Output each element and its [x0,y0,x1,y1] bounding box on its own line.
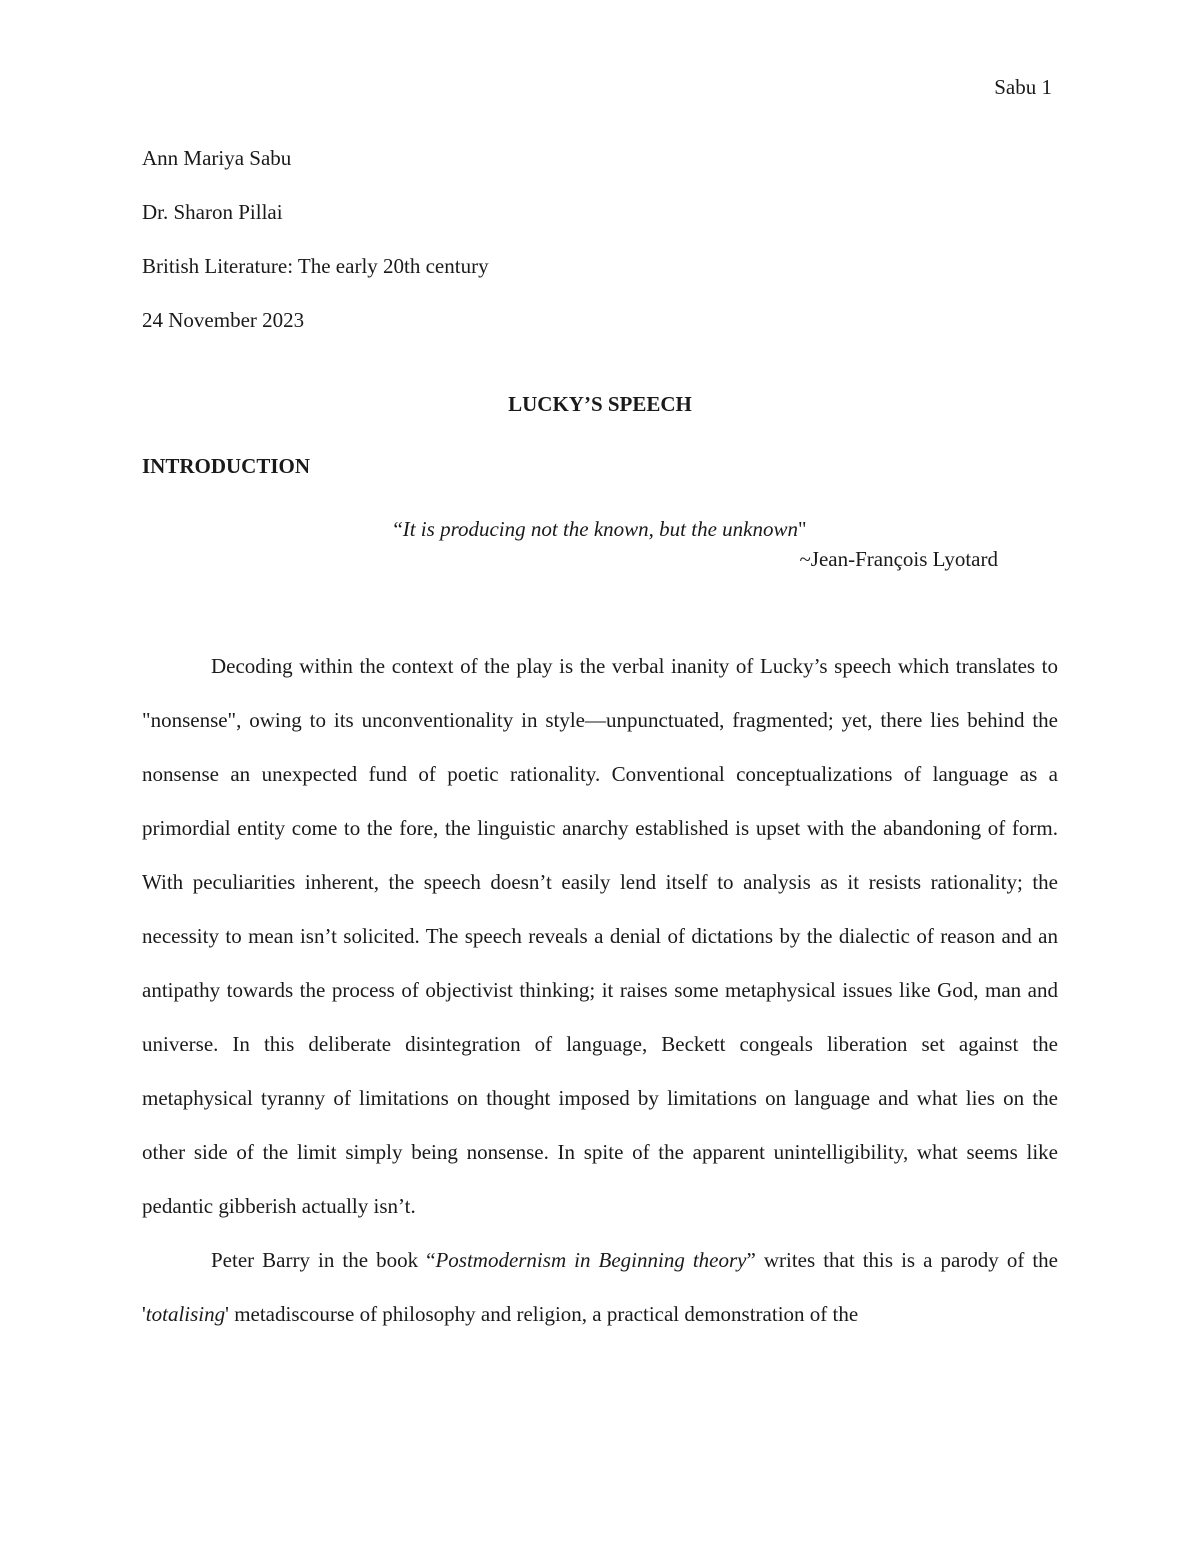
epigraph-text: It is producing not the known, but the unknown [402,517,799,541]
epigraph-quote [0,516,1200,542]
epigraph-attribution: ~Jean-François Lyotard [799,547,998,571]
course-name: British Literature: The early 20th century [142,254,489,278]
epigraph-close-quote: " [798,517,807,541]
document-title: LUCKY’S SPEECH [508,392,692,416]
paragraph-2-part-3: ' metadiscourse of philosophy and religion, a practical demonstration of the [225,1302,859,1326]
body-text [142,639,1058,1341]
section-heading: INTRODUCTION [142,454,311,478]
paragraph-2 [142,1233,1058,1341]
instructor-name: Dr. Sharon Pillai [142,200,283,224]
document-date: 24 November 2023 [142,308,305,332]
paragraph-2-part-2: ” writes that this is a parody of the ' [142,1248,1059,1326]
running-head: Sabu 1 [994,75,1052,99]
emphasized-term: totalising [145,1302,226,1326]
epigraph-open-quote: “ [393,517,403,541]
author-name: Ann Mariya Sabu [142,146,292,170]
paragraph-2-part-1: Peter Barry in the book “ [211,1248,436,1272]
paragraph-1: Decoding within the context of the play is the verbal inanity of Lucky’s speech which translates to "nonsense", owing to its unconventionality in style—unpunctuated, fragmented; yet, there lies behind the nonsense an unexpected fund of poetic rationality. Conventional conceptualizations of language as a primordial entity come to the fore, the linguistic anarchy established is upset with the abandoning of form. With peculiarities inherent, the speech doesn’t easily lend itself to analysis as it resists rationality; the necessity to mean isn’t solicited. The speech reveals a denial of dictations by the dialectic of reason and an antipathy towards the process of objectivist thinking; it raises some metaphysical issues like God, man and universe. In this deliberate disintegration of language, Beckett congeals liberation set against the metaphysical tyranny of limitations on thought imposed by limitations on language and what lies on the other side of the limit simply being nonsense. In spite of the apparent unintelligibility, what seems like pedantic gibberish actually isn’t. [142,654,1058,1218]
book-title: Postmodernism in Beginning theory [435,1248,747,1272]
